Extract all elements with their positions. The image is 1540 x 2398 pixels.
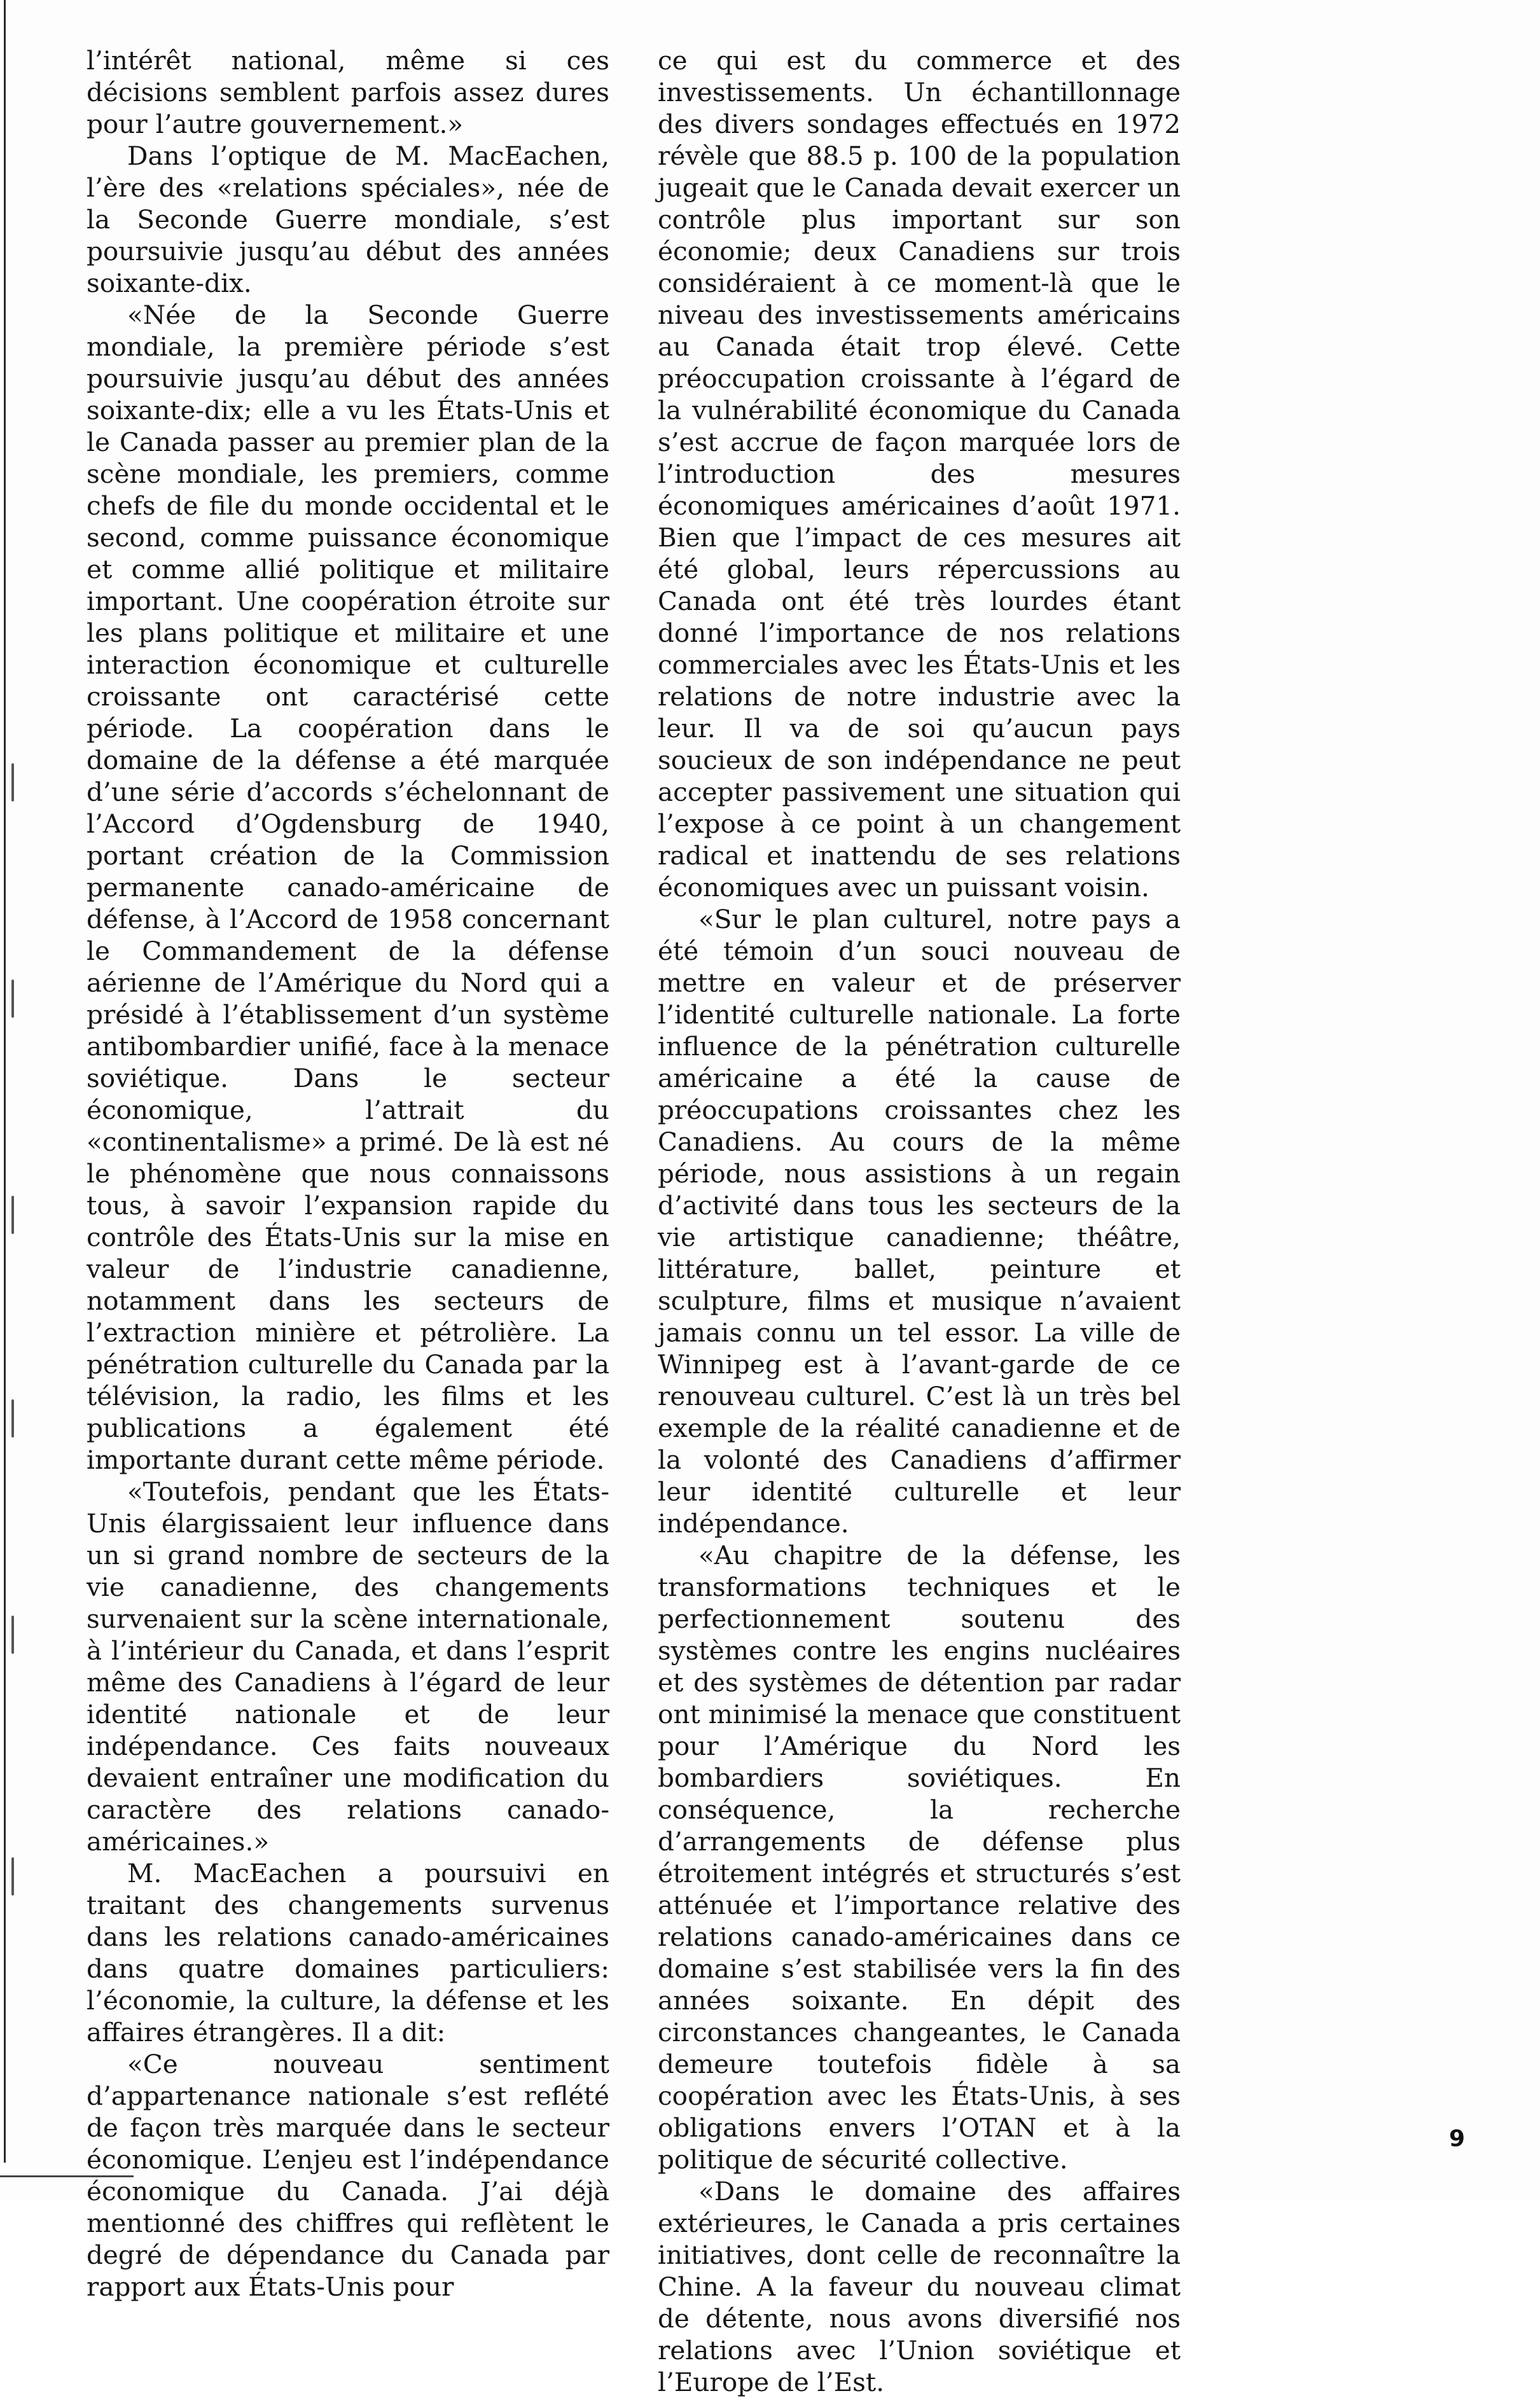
paragraph: Dans l’optique de M. MacEachen, l’ère des «relations spéciales», née de la Seconde Guerre mondiale, s’est poursuivie jusqu’au début des années soixante-dix. <box>87 141 609 298</box>
paragraph: «Née de la Seconde Guerre mondiale, la première période s’est poursuivie jusqu’au début des années soixante-dix; elle a vu les États-Unis et le Canada passer au premier plan de la scène mondiale, les premiers, comme chefs de file du monde occidental et le second, comme puissance économique et comme allié politique et militaire important. Une coopération étroite sur les plans politique et militaire et une interaction économique et culturelle croissante ont caractérisé cette période. La coopération dans le domaine de la défense a été marquée d’une série d’accords s’échelonnant de l’Accord d’Ogdensburg de 1940, portant création de la Commission permanente canado-américaine de défense, à l’Accord de 1958 concernant le Commandement de la défense aérienne de l’Amérique du Nord qui a présidé à l’établissement d’un système antibombardier unifié, face à la menace soviétique. Dans le secteur économique, l’attrait du «continentalisme» a primé. De là est né le phénomène que nous connaissons tous, à savoir l’expansion rapide du contrôle des États-Unis sur la mise en valeur de l’industrie canadienne, notamment dans les secteurs de l’extraction minière et pétrolière. La pénétration culturelle du Canada par la télévision, la radio, les films et les publications a également été importante durant cette même période. <box>87 300 609 1475</box>
margin-mark <box>11 1399 14 1438</box>
paragraph: «Toutefois, pendant que les États-Unis élargissaient leur influence dans un si grand nombre de secteurs de la vie canadienne, des changements survenaient sur la scène internationale, à l’intérieur du Canada, et dans l’esprit même des Canadiens à l’égard de leur identité nationale et de leur indépendance. Ces faits nouveaux devaient entraîner une modification du caractère des relations canado-américaines.» <box>87 1476 609 1857</box>
paragraph: l’intérêt national, même si ces décisions semblent parfois assez dures pour l’autre gouvernement.» <box>87 45 609 139</box>
margin-mark <box>11 1616 14 1654</box>
paragraph: «Sur le plan culturel, notre pays a été témoin d’un souci nouveau de mettre en valeur et de préserver l’identité culturelle nationale. La forte influence de la pénétration culturelle américaine a été la cause de préoccupations croissantes chez les Canadiens. Au cours de la même période, nous assistions à un regain d’activité dans tous les secteurs de la vie artistique canadienne; théâtre, littérature, ballet, peinture et sculpture, films et musique n’avaient jamais connu un tel essor. La ville de Winnipeg est à l’avant-garde de ce renouveau culturel. C’est là un très bel exemple de la réalité canadienne et de la volonté des Canadiens d’affirmer leur identité culturelle et leur indépendance. <box>658 904 1181 1539</box>
paragraph: M. MacEachen a poursuivi en traitant des changements survenus dans les relations canado-américaines dans quatre domaines particuliers: l’économie, la culture, la défense et les affaires étrangères. Il a dit: <box>87 1858 609 2048</box>
paragraph: ce qui est du commerce et des investissements. Un échantillonnage des divers sondages effectués en 1972 révèle que 88.5 p. 100 de la population jugeait que le Canada devait exercer un contrôle plus important sur son économie; deux Canadiens sur trois considéraient à ce moment-là que le niveau des investissements américains au Canada était trop élevé. Cette préoccupation croissante à l’égard de la vulnérabilité économique du Canada s’est accrue de façon marquée lors de l’introduction des mesures économiques américaines d’août 1971. Bien que l’impact de ces mesures ait été global, leurs répercussions au Canada ont été très lourdes étant donné l’importance de nos relations commerciales avec les États-Unis et les relations de notre industrie avec la leur. Il va de soi qu’aucun pays soucieux de son indépendance ne peut accepter passivement une situation qui l’expose à ce point à un changement radical et inattendu de ses relations économiques avec un puissant voisin. <box>658 45 1181 903</box>
margin-mark <box>11 980 14 1018</box>
left-margin-rule <box>4 0 6 2163</box>
page-number: 9 <box>1449 2126 1466 2152</box>
right-column <box>658 45 1181 2398</box>
paragraph: «Au chapitre de la défense, les transformations techniques et le perfectionnement soutenu des systèmes contre les engins nucléaires et des systèmes de détention par radar ont minimisé la menace que constituent pour l’Amérique du Nord les bombardiers soviétiques. En conséquence, la recherche d’arrangements de défense plus étroitement intégrés et structurés s’est atténuée et l’importance relative des relations canado-américaines dans ce domaine s’est stabilisée vers la fin des années soixante. En dépit des circonstances changeantes, le Canada demeure toutefois fidèle à sa coopération avec les États-Unis, à ses obligations envers l’OTAN et à la politique de sécurité collective. <box>658 1540 1181 2175</box>
paragraph: «Dans le domaine des affaires extérieures, le Canada a pris certaines initiatives, dont celle de reconnaître la Chine. A la faveur du nouveau climat de détente, nous avons diversifié nos relations avec l’Union soviétique et l’Europe de l’Est. <box>658 2176 1181 2397</box>
margin-mark <box>11 1857 14 1896</box>
left-column <box>87 45 609 2303</box>
paragraph: «Ce nouveau sentiment d’appartenance nationale s’est reflété de façon très marquée dans le secteur économique. L’enjeu est l’indépendance économique du Canada. J’ai déjà mentionné des chiffres qui reflètent le degré de dépendance du Canada par rapport aux États-Unis pour <box>87 2049 609 2302</box>
margin-mark <box>11 1196 14 1234</box>
margin-mark <box>11 763 14 801</box>
